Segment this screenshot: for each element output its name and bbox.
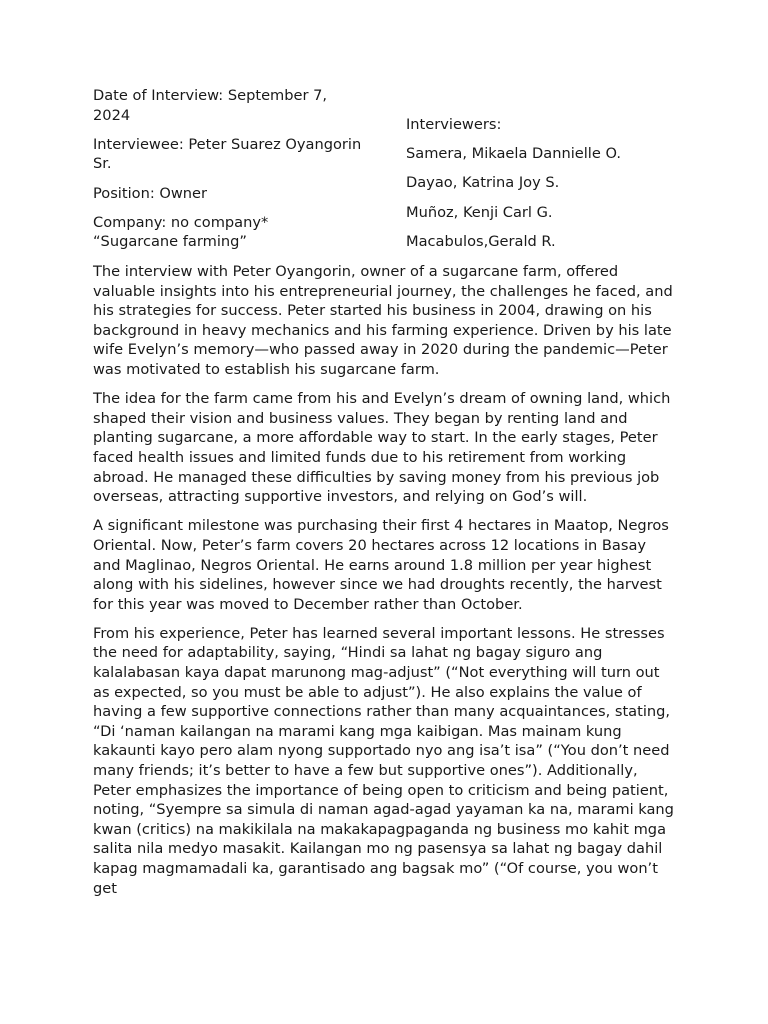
- interview-date: Date of Interview: September 7, 2024: [93, 87, 328, 124]
- company-line-1: Company: no company*: [93, 213, 269, 231]
- interviewee-name: Interviewee: Peter Suarez Oyangorin Sr.: [93, 135, 362, 173]
- body-paragraph: From his experience, Peter has learned several important lessons. He stresses the need for adaptability, saying, “Hindi sa lahat ng bagay siguro ang kalalabasan kaya dapat marunong mag-adjust” (“Not everything will turn out as expected, so you must be able to adjust”). He also explains the value of having a few supportive connections rather than many acquaintances, stating, “Di ‘naman kailangan na marami kang mga kaibigan. Mas mainam kung kakaunti kayo pero alam nyong supportado nyo ang isa’t isa” (“You don’t need many friends; it’s better to have a few but supportive ones”). Additionally, Peter emphasizes the importance of being open to criticism and being patient, noting, “Syempre sa simula di naman agad-agad yayaman ka na, marami kang kwan (critics) na makikilala na makakapagpaganda ng business mo kahit mga salita nila medyo masakit. Kailangan mo ng pasensya sa lahat ng bagay dahil kapag magmamadali ka, garantisado ang bagsak mo” (“Of course, you won’t get: [93, 624, 674, 897]
- interviewer-name: Macabulos,Gerald R.: [406, 232, 556, 250]
- body-paragraph: The idea for the farm came from his and Evelyn’s dream of owning land, which shaped their vision and business values. They began by renting land and planting sugarcane, a more affordable way to start. In the early stages, Peter faced health issues and limited funds due to his retirement from working abroad. He managed these difficulties by saving money from his previous job overseas, attracting supportive investors, and relying on God’s will.: [93, 390, 671, 506]
- interviewee-company: [93, 213, 363, 252]
- interviewee-position: Position: Owner: [93, 184, 208, 202]
- interviewer-name: Muñoz, Kenji Carl G.: [406, 203, 553, 221]
- body-paragraph: The interview with Peter Oyangorin, owner of a sugarcane farm, offered valuable insights into his entrepreneurial journey, the challenges he faced, and his strategies for success. Peter started his business in 2004, drawing on his background in heavy mechanics and his farming experience. Driven by his late wife Evelyn’s memory—who passed away in 2020 during the pandemic—Peter was motivated to establish his sugarcane farm.: [93, 263, 673, 378]
- interviewer-name: Samera, Mikaela Dannielle O.: [406, 145, 621, 163]
- interviewers-heading: Interviewers:: [406, 116, 502, 133]
- company-line-2: “Sugarcane farming”: [93, 233, 247, 251]
- interviewer-name: Dayao, Katrina Joy S.: [406, 174, 560, 192]
- body-paragraph: A significant milestone was purchasing their first 4 hectares in Maatop, Negros Oriental. Now, Peter’s farm covers 20 hectares across 12 locations in Basay and Maglinao, Negros Oriental. He earns around 1.8 million per year highest along with his sidelines, however since we had droughts recently, the harvest for this year was moved to December rather than October.: [93, 517, 669, 613]
- interview-summary: [93, 262, 677, 908]
- interview-details: [93, 86, 363, 262]
- interviewers-list: [406, 115, 706, 261]
